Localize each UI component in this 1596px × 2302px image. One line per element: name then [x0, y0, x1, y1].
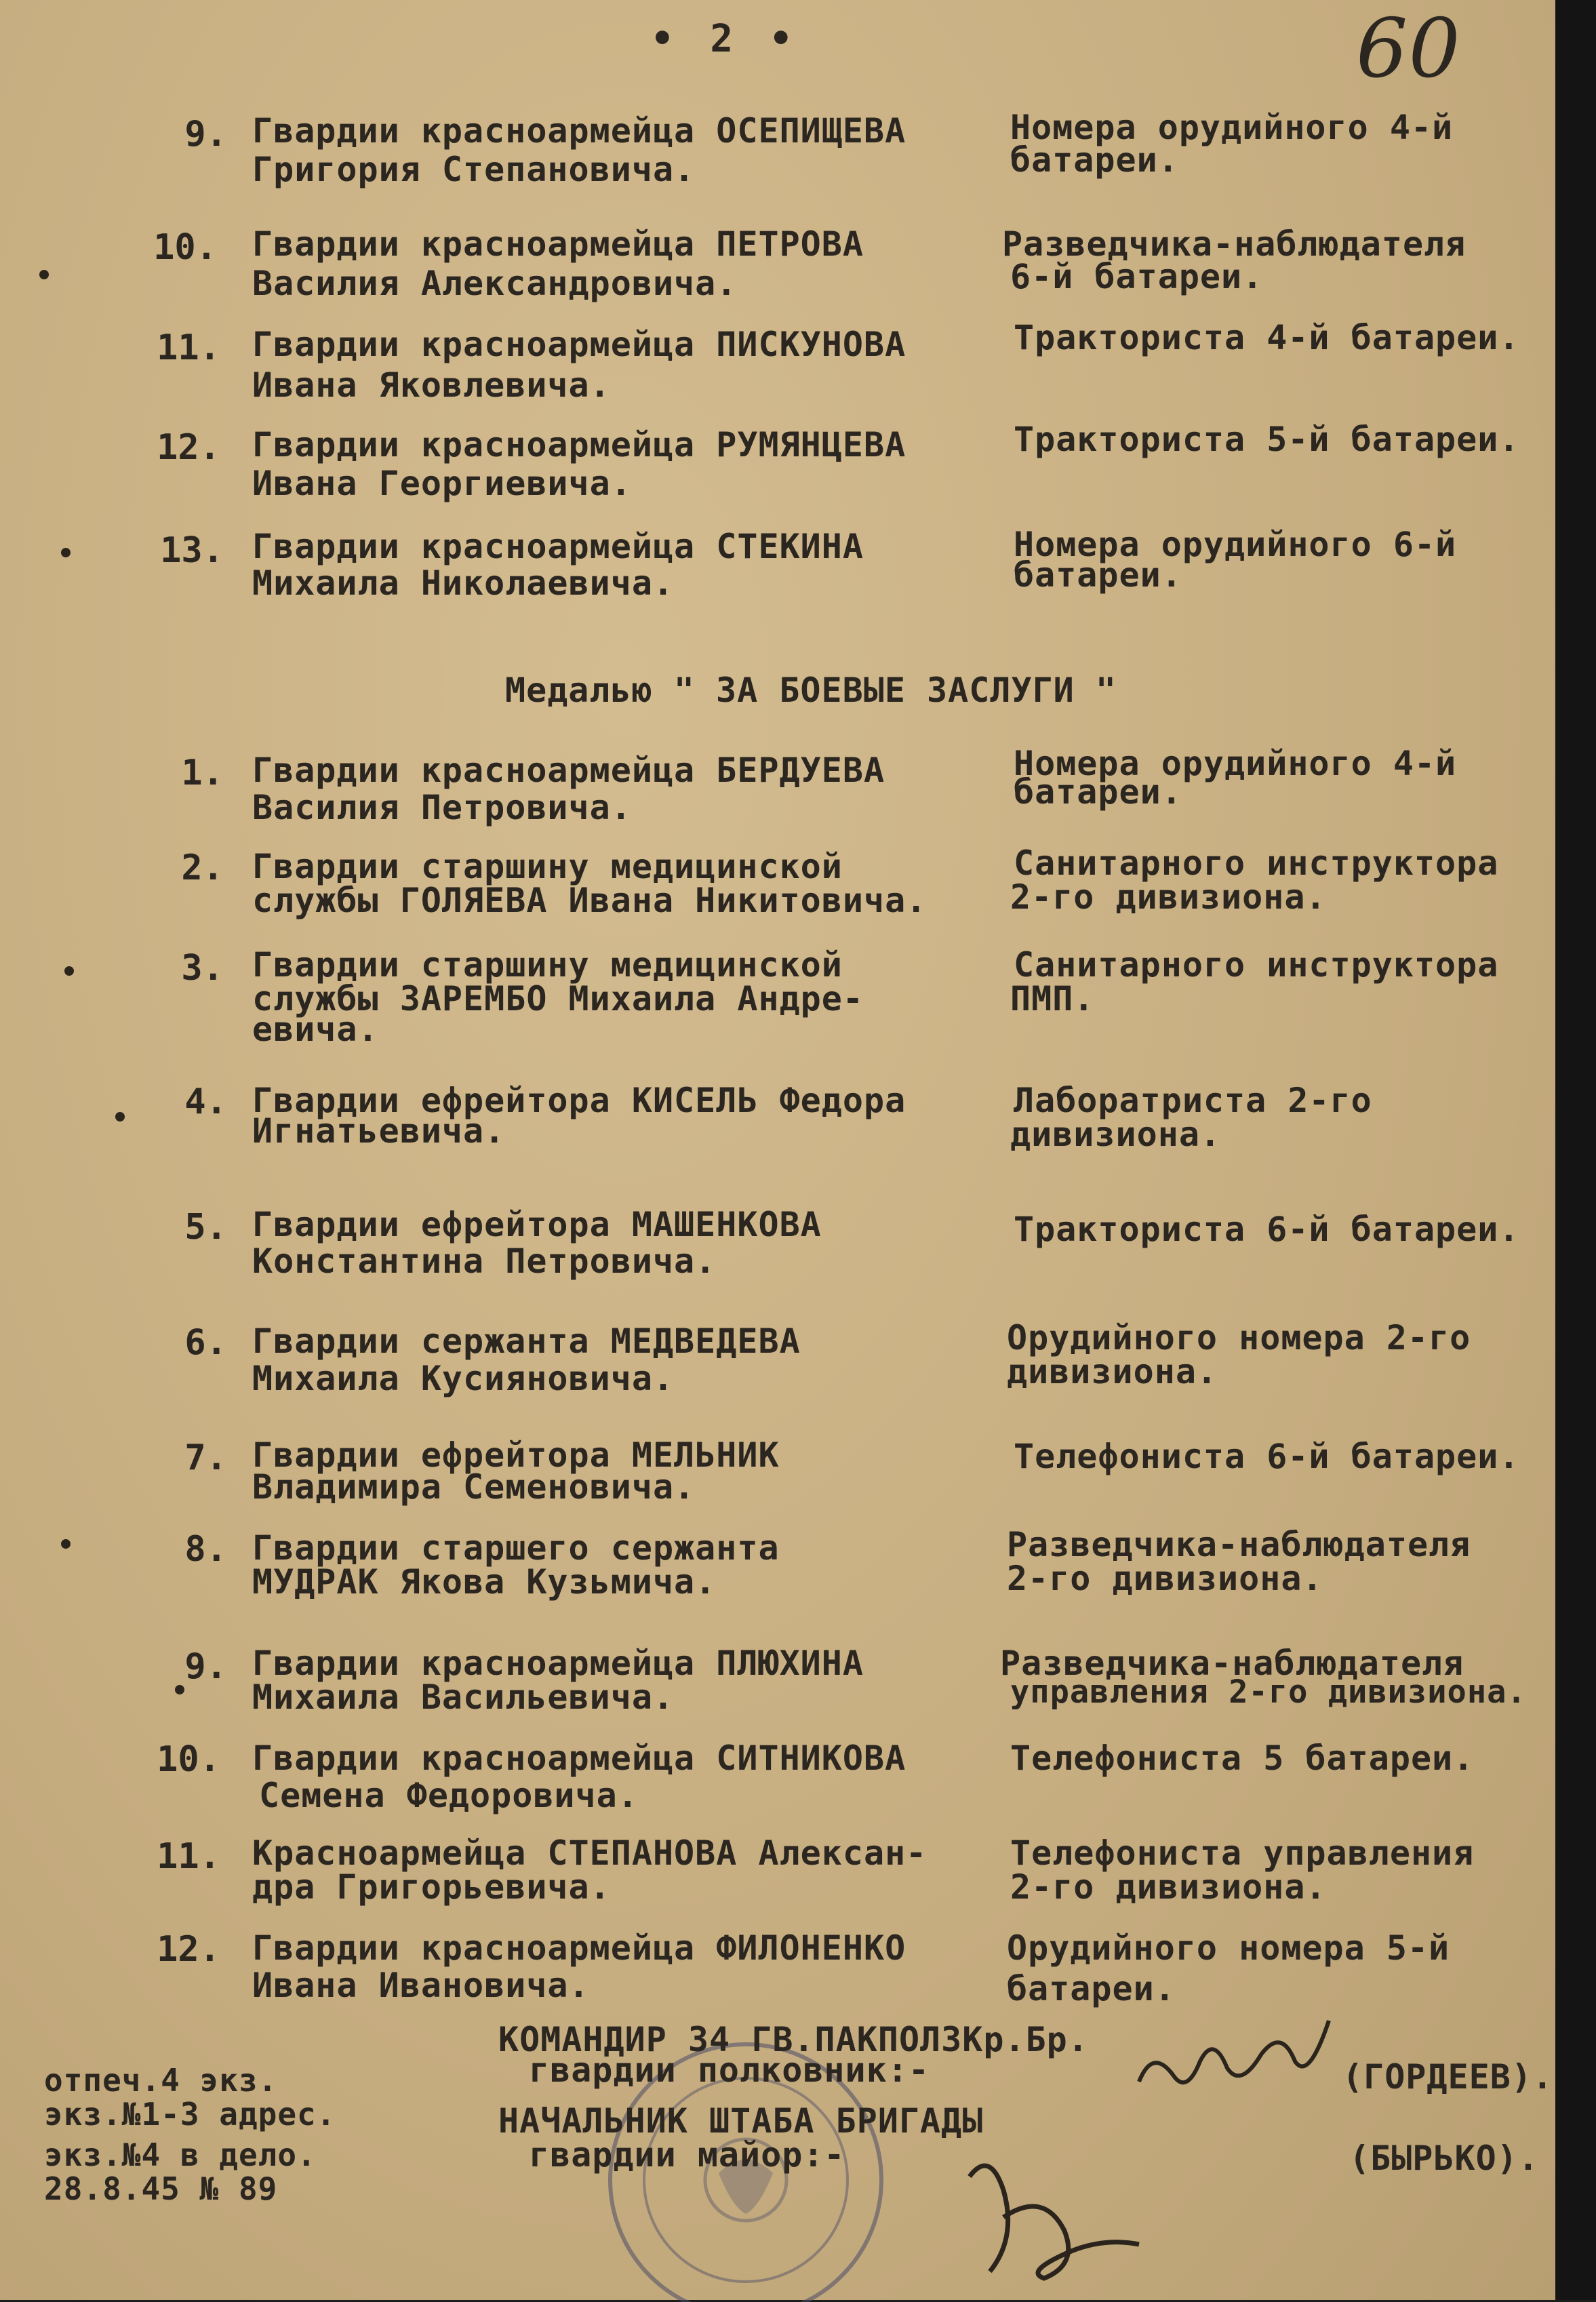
- item-name-line: Гвардии ефрейтора МЕЛЬНИК: [252, 1435, 780, 1475]
- item-name-line: Владимира Семеновича.: [252, 1467, 696, 1507]
- item-number: 2.: [181, 848, 224, 888]
- item-position-line: управления 2-го дивизиона.: [1010, 1673, 1527, 1711]
- item-name-line: Константина Петровича.: [252, 1242, 717, 1281]
- item-name-line: Михаила Кусияновича.: [252, 1359, 675, 1398]
- distribution-line: экз.№1-3 адрес.: [44, 2096, 336, 2132]
- item-number: 8.: [184, 1529, 227, 1570]
- commander-title: КОМАНДИР 34 ГВ.ПАКПОЛЗКр.Бр.: [498, 2020, 1089, 2059]
- item-name-line: Ивана Яковлевича.: [252, 365, 611, 405]
- item-number: 12.: [157, 1929, 220, 1970]
- item-position-line: батареи.: [1014, 555, 1182, 595]
- folio-number: 60: [1356, 2, 1461, 96]
- margin-mark-icon: [115, 1112, 125, 1122]
- item-number: 9.: [184, 114, 227, 155]
- item-name-line: Ивана Ивановича.: [252, 1966, 590, 2005]
- item-name-line: Ивана Георгиевича.: [252, 464, 632, 503]
- item-name-line: Гвардии старшего сержанта: [252, 1528, 780, 1568]
- item-name-line: дра Григорьевича.: [252, 1867, 611, 1907]
- item-name-line: Игнатьевича.: [252, 1111, 506, 1151]
- item-name-line: Василия Александровича.: [252, 264, 738, 303]
- medal-heading: Медалью " ЗА БОЕВЫЕ ЗАСЛУГИ ": [505, 671, 1117, 710]
- margin-mark-icon: [175, 1685, 184, 1694]
- chief-title: НАЧАЛЬНИК ШТАБА БРИГАДЫ: [498, 2101, 984, 2141]
- item-name-line: Гвардии красноармейца БЕРДУЕВА: [252, 751, 885, 790]
- item-name-line: Гвардии красноармейца ПЕТРОВА: [252, 224, 864, 264]
- item-position-line: Орудийного номера 5-й: [1007, 1928, 1450, 1968]
- item-name-line: Гвардии красноармейца ФИЛОНЕНКО: [252, 1928, 906, 1968]
- item-number: 1.: [181, 753, 224, 793]
- item-name-line: Гвардии красноармейца СИТНИКОВА: [252, 1739, 906, 1778]
- item-position-line: Разведчика-наблюдателя: [1007, 1525, 1471, 1564]
- item-position-line: Санитарного инструктора: [1014, 844, 1499, 883]
- item-name-line: Григория Степановича.: [252, 150, 696, 189]
- item-name-line: службы ЗАРЕМБО Михаила Андре-: [252, 979, 864, 1018]
- item-name-line: Семена Федоровича.: [259, 1776, 639, 1815]
- item-name-line: Гвардии старшину медицинской: [252, 847, 843, 886]
- item-position-line: 6-й батареи.: [1010, 257, 1264, 296]
- item-position-line: Лаборатриста 2-го: [1014, 1081, 1372, 1120]
- item-number: 12.: [157, 427, 220, 468]
- distribution-line: отпеч.4 экз.: [44, 2062, 278, 2099]
- item-position-line: 2-го дивизиона.: [1010, 1867, 1327, 1907]
- page-number: • 2 •: [651, 17, 799, 61]
- item-position-line: Телефониста 5 батареи.: [1010, 1739, 1475, 1778]
- commander-rank: гвардии полковник:-: [529, 2050, 930, 2090]
- item-position-line: Номера орудийного 6-й: [1014, 525, 1457, 564]
- item-position-line: Тракториста 4-й батареи.: [1014, 318, 1520, 357]
- item-name-line: Михаила Николаевича.: [252, 563, 675, 603]
- item-position-line: Телефониста управления: [1010, 1833, 1475, 1873]
- margin-mark-icon: [64, 966, 74, 976]
- commander-name: (ГОРДЕЕВ).: [1342, 2057, 1554, 2097]
- item-number: 11.: [157, 1836, 220, 1877]
- item-name-line: Гвардии красноармейца СТЕКИНА: [252, 527, 864, 566]
- item-number: 7.: [184, 1437, 227, 1478]
- item-name-line: Гвардии старшину медицинской: [252, 945, 843, 985]
- margin-mark-icon: [61, 548, 71, 557]
- item-number: 11.: [157, 328, 220, 368]
- item-name-line: Гвардии сержанта МЕДВЕДЕВА: [252, 1322, 801, 1361]
- margin-mark-icon: [61, 1539, 71, 1549]
- item-position-line: Разведчика-наблюдателя: [1000, 1644, 1464, 1683]
- item-name-line: Михаила Васильевича.: [252, 1678, 675, 1717]
- item-number: 4.: [184, 1081, 227, 1122]
- item-number: 10.: [157, 1739, 220, 1780]
- item-position-line: дивизиона.: [1010, 1115, 1222, 1154]
- item-position-line: 2-го дивизиона.: [1010, 877, 1327, 917]
- item-position-line: Разведчика-наблюдателя: [1002, 224, 1467, 264]
- item-position-line: 2-го дивизиона.: [1007, 1559, 1323, 1598]
- signature-icon: [1125, 2007, 1342, 2116]
- item-name-line: Гвардии ефрейтора МАШЕНКОВА: [252, 1205, 822, 1244]
- item-position-line: Тракториста 5-й батареи.: [1014, 420, 1520, 459]
- item-position-line: Тракториста 6-й батареи.: [1014, 1210, 1520, 1249]
- item-number: 6.: [184, 1322, 227, 1363]
- item-number: 3.: [181, 948, 224, 989]
- distribution-line: 28.8.45 № 89: [44, 2170, 278, 2207]
- item-position-line: батареи.: [1014, 772, 1182, 812]
- item-name-line: МУДРАК Якова Кузьмича.: [252, 1562, 717, 1602]
- item-position-line: батареи.: [1007, 1969, 1176, 2008]
- item-position-line: батареи.: [1010, 140, 1179, 180]
- item-number: 5.: [184, 1207, 227, 1248]
- item-position-line: Номера орудийного 4-й: [1014, 744, 1457, 783]
- item-position-line: Номера орудийного 4-й: [1010, 108, 1454, 147]
- signature-icon: [949, 2136, 1166, 2292]
- item-name-line: Гвардии красноармейца ПЛЮХИНА: [252, 1644, 864, 1683]
- item-position-line: Орудийного номера 2-го: [1007, 1318, 1471, 1357]
- scanner-edge: [1555, 0, 1596, 2300]
- item-number: 13.: [160, 530, 224, 571]
- item-name-line: евича.: [252, 1010, 379, 1049]
- item-name-line: службы ГОЛЯЕВА Ивана Никитовича.: [252, 881, 927, 920]
- item-position-line: дивизиона.: [1007, 1352, 1218, 1391]
- item-position-line: Телефониста 6-й батареи.: [1014, 1437, 1520, 1476]
- item-name-line: Гвардии ефрейтора КИСЕЛЬ Федора: [252, 1081, 906, 1120]
- item-number: 10.: [153, 227, 217, 268]
- item-name-line: Гвардии красноармейца РУМЯНЦЕВА: [252, 425, 906, 464]
- item-name-line: Гвардии красноармейца ОСЕПИЩЕВА: [252, 111, 906, 151]
- chief-name: (БЫРЬКО).: [1349, 2139, 1539, 2178]
- distribution-line: экз.№4 в дело.: [44, 2137, 317, 2173]
- item-position-line: ПМП.: [1010, 979, 1095, 1018]
- item-name-line: Василия Петровича.: [252, 788, 632, 827]
- item-name-line: Гвардии красноармейца ПИСКУНОВА: [252, 325, 906, 364]
- item-name-line: Красноармейца СТЕПАНОВА Алексан-: [252, 1833, 927, 1873]
- item-position-line: Санитарного инструктора: [1014, 945, 1499, 985]
- item-number: 9.: [184, 1646, 227, 1687]
- margin-mark-icon: [39, 270, 49, 279]
- chief-rank: гвардии майор:-: [529, 2135, 845, 2175]
